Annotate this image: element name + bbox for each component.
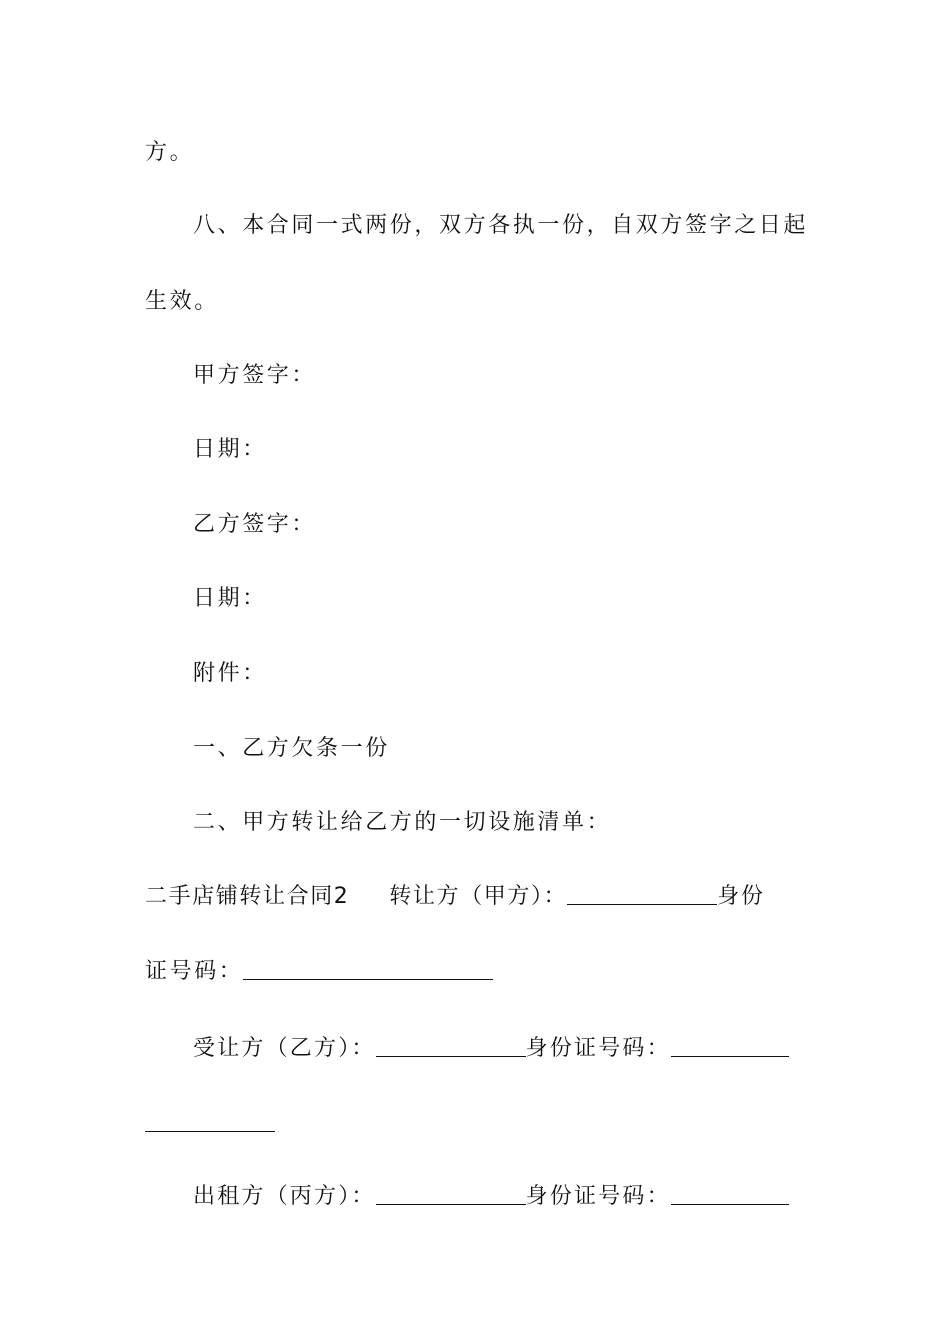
clause-eight-text: 八、本合同一式两份，双方各执一份，自双方签字之日起 xyxy=(193,213,809,238)
text-fang: 方。 xyxy=(145,140,195,165)
paragraph-end-line xyxy=(145,138,807,168)
clause-eight-continued xyxy=(145,287,807,317)
contract-2-header-line xyxy=(145,882,807,912)
lessor-id-label: 身份证号码： xyxy=(525,1184,671,1209)
party-a-date xyxy=(193,435,807,465)
transferor-id-line xyxy=(145,957,807,987)
party-b-date-label: 日期： xyxy=(193,586,267,611)
attachment-item-2 xyxy=(193,808,807,838)
attachments-label: 附件： xyxy=(193,661,267,686)
attachments-heading xyxy=(193,659,807,689)
transferee-label: 受让方（乙方）： xyxy=(193,1036,376,1061)
lessor-id-blank xyxy=(671,1184,789,1205)
party-b-signature-label: 乙方签字： xyxy=(193,512,317,537)
party-b-signature xyxy=(193,510,807,540)
lessor-name-blank xyxy=(376,1184,526,1205)
attachment-item-2-text: 二、甲方转让给乙方的一切设施清单： xyxy=(193,810,612,835)
transferee-id-label: 身份证号码： xyxy=(525,1036,671,1061)
transferee-name-blank xyxy=(376,1036,526,1057)
party-a-signature xyxy=(193,361,807,391)
clause-eight xyxy=(193,211,807,241)
transferor-name-blank xyxy=(567,884,717,905)
transferor-label: 转让方（甲方）： xyxy=(389,884,568,909)
transferor-id-label-part1: 身份 xyxy=(717,884,765,909)
transferor-id-blank xyxy=(243,959,493,980)
transferor-id-label-part2: 证号码： xyxy=(145,959,244,984)
transferee-id-blank-continued xyxy=(145,1131,275,1132)
transferee-id-blank xyxy=(671,1036,789,1057)
party-a-date-label: 日期： xyxy=(193,437,267,462)
party-a-signature-label: 甲方签字： xyxy=(193,363,317,388)
attachment-item-1-text: 一、乙方欠条一份 xyxy=(193,736,390,761)
clause-eight-end-text: 生效。 xyxy=(145,289,219,314)
transferee-line xyxy=(193,1034,807,1064)
lessor-line xyxy=(193,1182,807,1212)
contract-2-title: 二手店铺转让合同2 xyxy=(145,884,350,909)
attachment-item-1 xyxy=(193,734,807,764)
lessor-label: 出租方（丙方）： xyxy=(193,1184,376,1209)
party-b-date xyxy=(193,584,807,614)
